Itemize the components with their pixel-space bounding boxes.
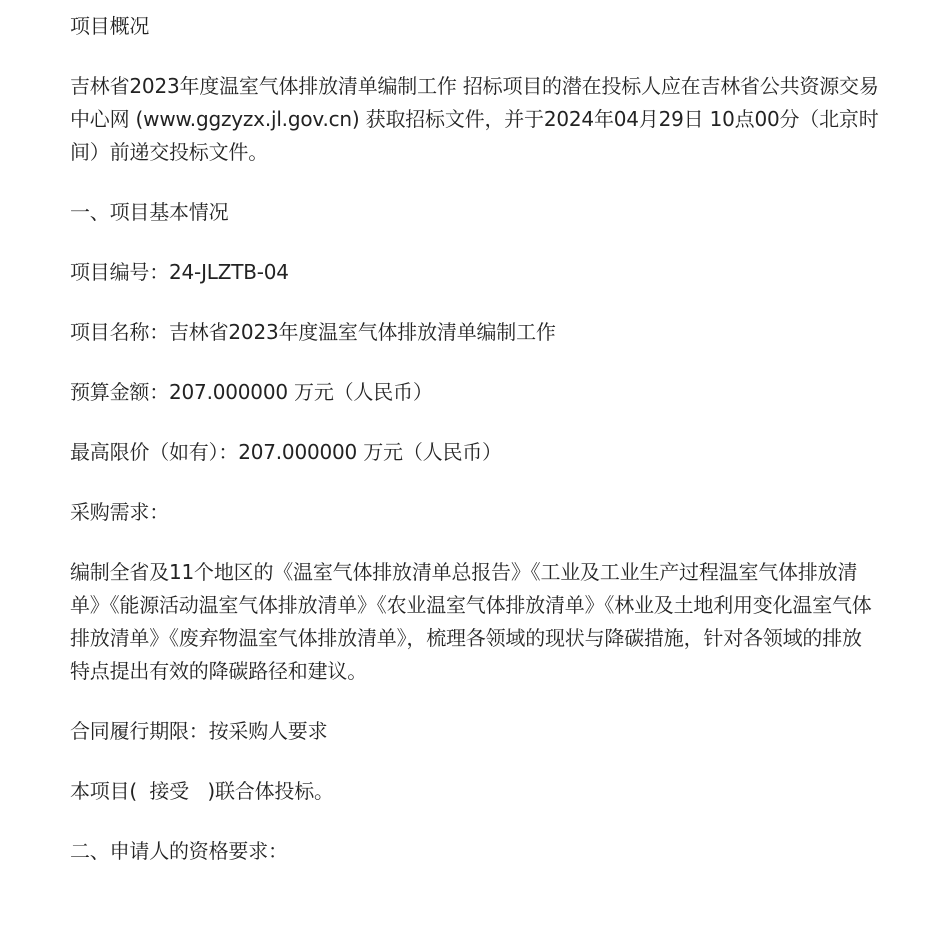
overview-heading: 项目概况 (70, 14, 150, 38)
budget-row (70, 376, 880, 409)
project-name-label: 项目名称： (70, 320, 169, 344)
max-price-label: 最高限价（如有）： (70, 440, 239, 464)
consortium-statement: 本项目( 接受 )联合体投标。 (70, 779, 334, 803)
section2-heading: 二、申请人的资格要求： (70, 839, 288, 863)
procurement-label: 采购需求： (70, 500, 169, 524)
project-name-row (70, 316, 880, 349)
budget-label: 预算金额： (70, 380, 169, 404)
contract-period-label: 合同履行期限： (70, 719, 209, 743)
budget-value: 207.000000 万元（人民币） (169, 380, 433, 404)
contract-period-row (70, 715, 880, 748)
intro-paragraph: 吉林省2023年度温室气体排放清单编制工作 招标项目的潜在投标人应在吉林省公共资源交易中心网 (www.ggzyzx.jl.gov.cn) 获取招标文件，并于2024年04月29日 10点00分（北京时间）前递交投标文件。 (70, 74, 879, 164)
procurement-paragraph: 编制全省及11个地区的《温室气体排放清单总报告》《工业及工业生产过程温室气体排放清单》《能源活动温室气体排放清单》《农业温室气体排放清单》《林业及土地利用变化温室气体排放清单》《废弃物温室气体排放清单》，梳理各领域的现状与降碳措施，针对各领域的排放特点提出有效的降碳路径和建议。 (70, 560, 872, 683)
section1-heading: 一、项目基本情况 (70, 200, 229, 224)
contract-period-value: 按采购人要求 (208, 719, 328, 743)
max-price-value: 207.000000 万元（人民币） (238, 440, 502, 464)
project-number-label: 项目编号： (70, 260, 169, 284)
max-price-row (70, 436, 880, 469)
project-number-row (70, 256, 880, 289)
project-number-value: 24-JLZTB-04 (169, 260, 289, 284)
project-name-value: 吉林省2023年度温室气体排放清单编制工作 (169, 320, 556, 344)
